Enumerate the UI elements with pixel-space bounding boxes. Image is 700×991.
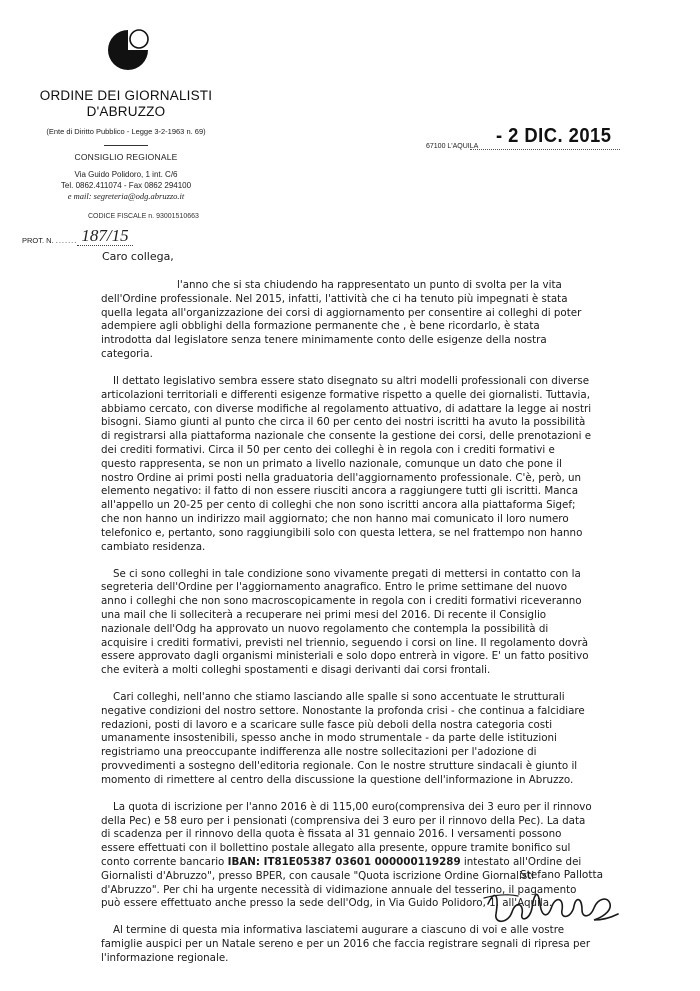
date-dotted-line <box>470 149 620 150</box>
salutation: Caro collega, <box>102 250 174 263</box>
council-name: CONSIGLIO REGIONALE <box>74 152 178 162</box>
paragraph-2: Il dettato legislativo sembra essere stato disegnato su altri modelli professionali con diverse articolazioni territoriali e differenti esigenze formative rispetto a quelle dei giornalisti. Tuttavia, abbiamo cercato, con diverse modifiche al regolamento attuativo, di adattare la legge ai nostri bisogni. Siamo giunti al punto che circa il 60 per cento dei nostri iscritti ha avuto la possibilità di registrarsi alla piattaforma nazionale che consente la gestione dei corsi, delle prenotazioni e dei crediti formativi. Circa il 50 per cento dei colleghi è in regola con i crediti formativi e questo rappresenta, se non un primato a livello nazionale, comunque un dato che pone il nostro Ordine ai primi posti nella graduatoria dell'aggiornamento professionale. C'è, però, un elemento negativo: il fatto di non essere riusciti ancora a raggiungere tutti gli iscritti. Manca all'appello un 20-25 per cento di colleghi che non sono iscritti ancora alla piattaforma Sigef; che non hanno un indirizzo mail aggiornato; che non hanno mai comunicato il loro numero telefonico e, pertanto, sono raggiungibili solo con questa lettera, se nel frattempo non hanno cambiato residenza. <box>101 374 592 553</box>
paragraph-4: Cari colleghi, nell'anno che stiamo lasciando alle spalle si sono accentuate le strutturali negative condizioni del nostro settore. Nonostante la profonda crisi - che continua a falcidiare redazioni, posti di lavoro e a scaricare sulle fasce più deboli della nostra categoria costi umanamente insostenibili, spesso anche in modo strumentale - da parte delle istituzioni registriamo una preoccupante indifferenza alle nostre sollecitazioni per l'adozione di provvedimenti a sostegno dell'editoria regionale. Con le nostre strutture sindacali è giunto il momento di rimettere al centro della discussione la questione dell'informazione in Abruzzo. <box>101 691 585 786</box>
letterhead-divider <box>104 145 148 146</box>
protocol-number: 187/15 <box>77 226 132 246</box>
protocol-label: PROT. N. <box>22 236 54 245</box>
org-name-line2: D'ABRUZZO <box>86 104 166 119</box>
protocol-line: PROT. N. ....... 187/15 <box>22 228 133 248</box>
date-stamp: - 2 DIC. 2015 <box>496 125 612 147</box>
contact-block <box>0 170 252 202</box>
address: Via Guido Polidoro, 1 int. C/6 <box>74 170 178 179</box>
tax-code: CODICE FISCALE n. 93001510663 <box>88 213 199 220</box>
phone-fax: Tel. 0862.411074 - Fax 0862 294100 <box>60 180 192 190</box>
paragraph-3: Se ci sono colleghi in tale condizione sono vivamente pregati di mettersi in contatto con la segreteria dell'Ordine per l'aggiornamento anagrafico. Entro le prime settimane del nuovo anno i colleghi che non sono macroscopicamente in regola con i crediti formativi riceveranno una mail che li solleciterà a recuperare nei primi mesi del 2016. Di recente il Consiglio nazionale dell'Odg ha approvato un nuovo regolamento che contempla la possibilità di acquisire i crediti formativi, previsti nel triennio, seguendo i corsi on line. Il regolamento dovrà essere approvato dagli organismi ministeriali e solo dopo entrerà in vigore. E' un fatto positivo che eviterà a molti colleghi spostamenti e disagi derivanti dai corsi frontali. <box>101 567 589 677</box>
order-logo <box>104 26 152 74</box>
paragraph-1: l'anno che si sta chiudendo ha rappresentato un punto di svolta per la vita dell'Ordine professionale. Nel 2015, infatti, l'attività che ci ha tenuto più impegnati è stata quella legata all'organizzazione dei corsi di aggiornamento per consentire ai colleghi di poter adempiere agli obblighi della formazione permanente che , è bene ricordarlo, è stata introdotta dal legislatore senza tenere minimamente conto delle esigenze della nostra categoria. <box>101 279 582 360</box>
email: e mail: segreteria@odg.abruzzo.it <box>67 191 185 201</box>
paragraph-5-part-1: La quota di iscrizione per l'anno 2016 è di 115,00 euro(comprensiva dei 3 euro per il rinnovo della Pec) e 58 euro per i pensionati (comprensiva dei 3 euro per il rinnovo della Pec). La data di scadenza per il rinnovo della quota è fissata al 31 gennaio 2016. I versamenti possono essere effettuati con il bollettino postale allegato alla presente, oppure tramite bonifico sul conto corrente bancario <box>101 800 592 869</box>
org-name <box>0 88 252 120</box>
handwritten-signature <box>478 874 624 930</box>
legal-status: (Ente di Diritto Pubblico - Legge 3-2-1963 n. 69) <box>46 127 206 136</box>
org-name-line1: ORDINE DEI GIORNALISTI <box>39 88 213 103</box>
iban: IBAN: IT81E05387 03601 000000119289 <box>227 856 461 869</box>
paragraph-6: Al termine di questa mia informativa lasciatemi augurare a ciascuno di voi e alle vostre famiglie auspici per un Natale sereno e per un 2016 che faccia registrare segnali di ripresa per l'informazione regionale. <box>101 924 591 964</box>
signatory-name: Stefano Pallotta <box>520 869 604 881</box>
date-place: 67100 L'AQUILA <box>426 143 479 150</box>
paragraph-5-part-2: intestato all'Ordine dei Giornalisti d'Abruzzo", presso BPER, con causale "Quota iscrizione Ordine Giornalisti d'Abruzzo". Per chi ha urgente necessità di vidimazione annuale del tesserino, il pagamento può essere effettuato anche presso la sede dell'Odg, in Via Guido Polidoro, 1, all'Aquila. <box>101 856 582 910</box>
